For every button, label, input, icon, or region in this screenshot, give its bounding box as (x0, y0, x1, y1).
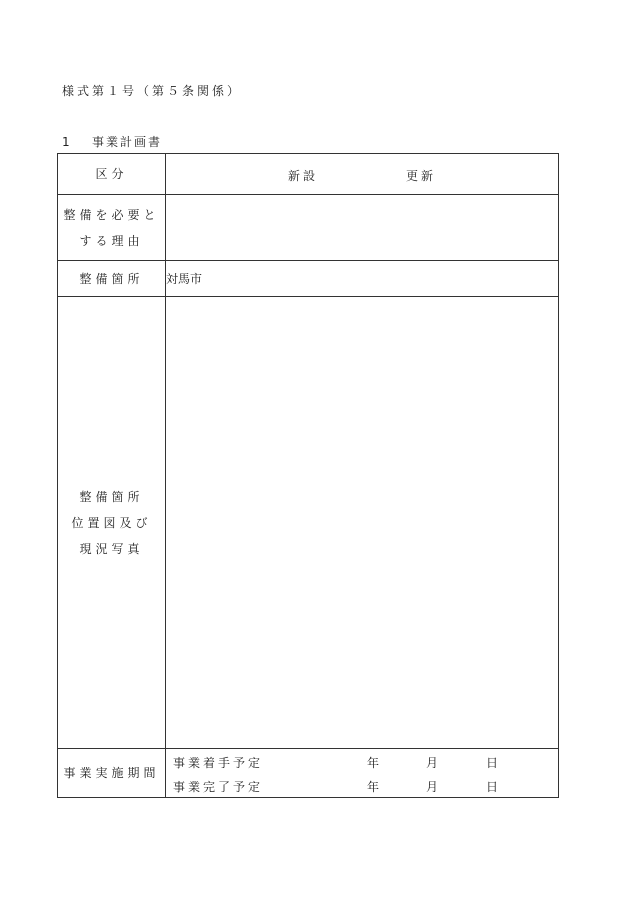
business-plan-table (57, 153, 559, 798)
period-end-line[interactable] (166, 773, 558, 797)
period-start-year: 年 (367, 756, 383, 770)
row-period (58, 749, 559, 798)
period-start-month: 月 (426, 756, 442, 770)
period-end-day: 日 (486, 780, 502, 794)
reason-field[interactable] (166, 195, 559, 261)
reason-label (58, 195, 166, 261)
kubun-label: 区分 (58, 154, 166, 195)
form-number-heading: 様式第１号（第５条関係） (62, 84, 243, 98)
kubun-options-cell[interactable] (166, 154, 559, 195)
period-start-label: 事業着手予定 (173, 756, 264, 770)
period-cell (166, 749, 559, 798)
row-reason (58, 195, 559, 261)
option-renew[interactable]: 更新 (406, 169, 437, 183)
period-label: 事業実施期間 (58, 749, 166, 798)
option-new[interactable]: 新設 (288, 169, 319, 183)
reason-label-line-1: 整備を必要と (63, 207, 160, 222)
section-number: 1 (62, 135, 72, 149)
row-kubun (58, 154, 559, 195)
period-end-month: 月 (426, 780, 442, 794)
photos-field[interactable] (166, 297, 559, 749)
period-end-label: 事業完了予定 (173, 780, 264, 794)
photos-label-line-3: 現況写真 (79, 541, 144, 556)
period-start-day: 日 (486, 756, 502, 770)
location-label: 整備箇所 (58, 261, 166, 297)
location-field[interactable]: 対馬市 (166, 261, 559, 297)
photos-label-line-2: 位置図及び (71, 515, 152, 530)
row-photos (58, 297, 559, 749)
reason-label-line-2: する理由 (79, 233, 144, 248)
section-title: 事業計画書 (92, 135, 163, 149)
photos-label (58, 297, 166, 749)
period-start-line[interactable] (166, 749, 558, 773)
section-heading (62, 133, 162, 150)
period-end-year: 年 (367, 780, 383, 794)
row-location (58, 261, 559, 297)
photos-label-line-1: 整備箇所 (79, 489, 144, 504)
